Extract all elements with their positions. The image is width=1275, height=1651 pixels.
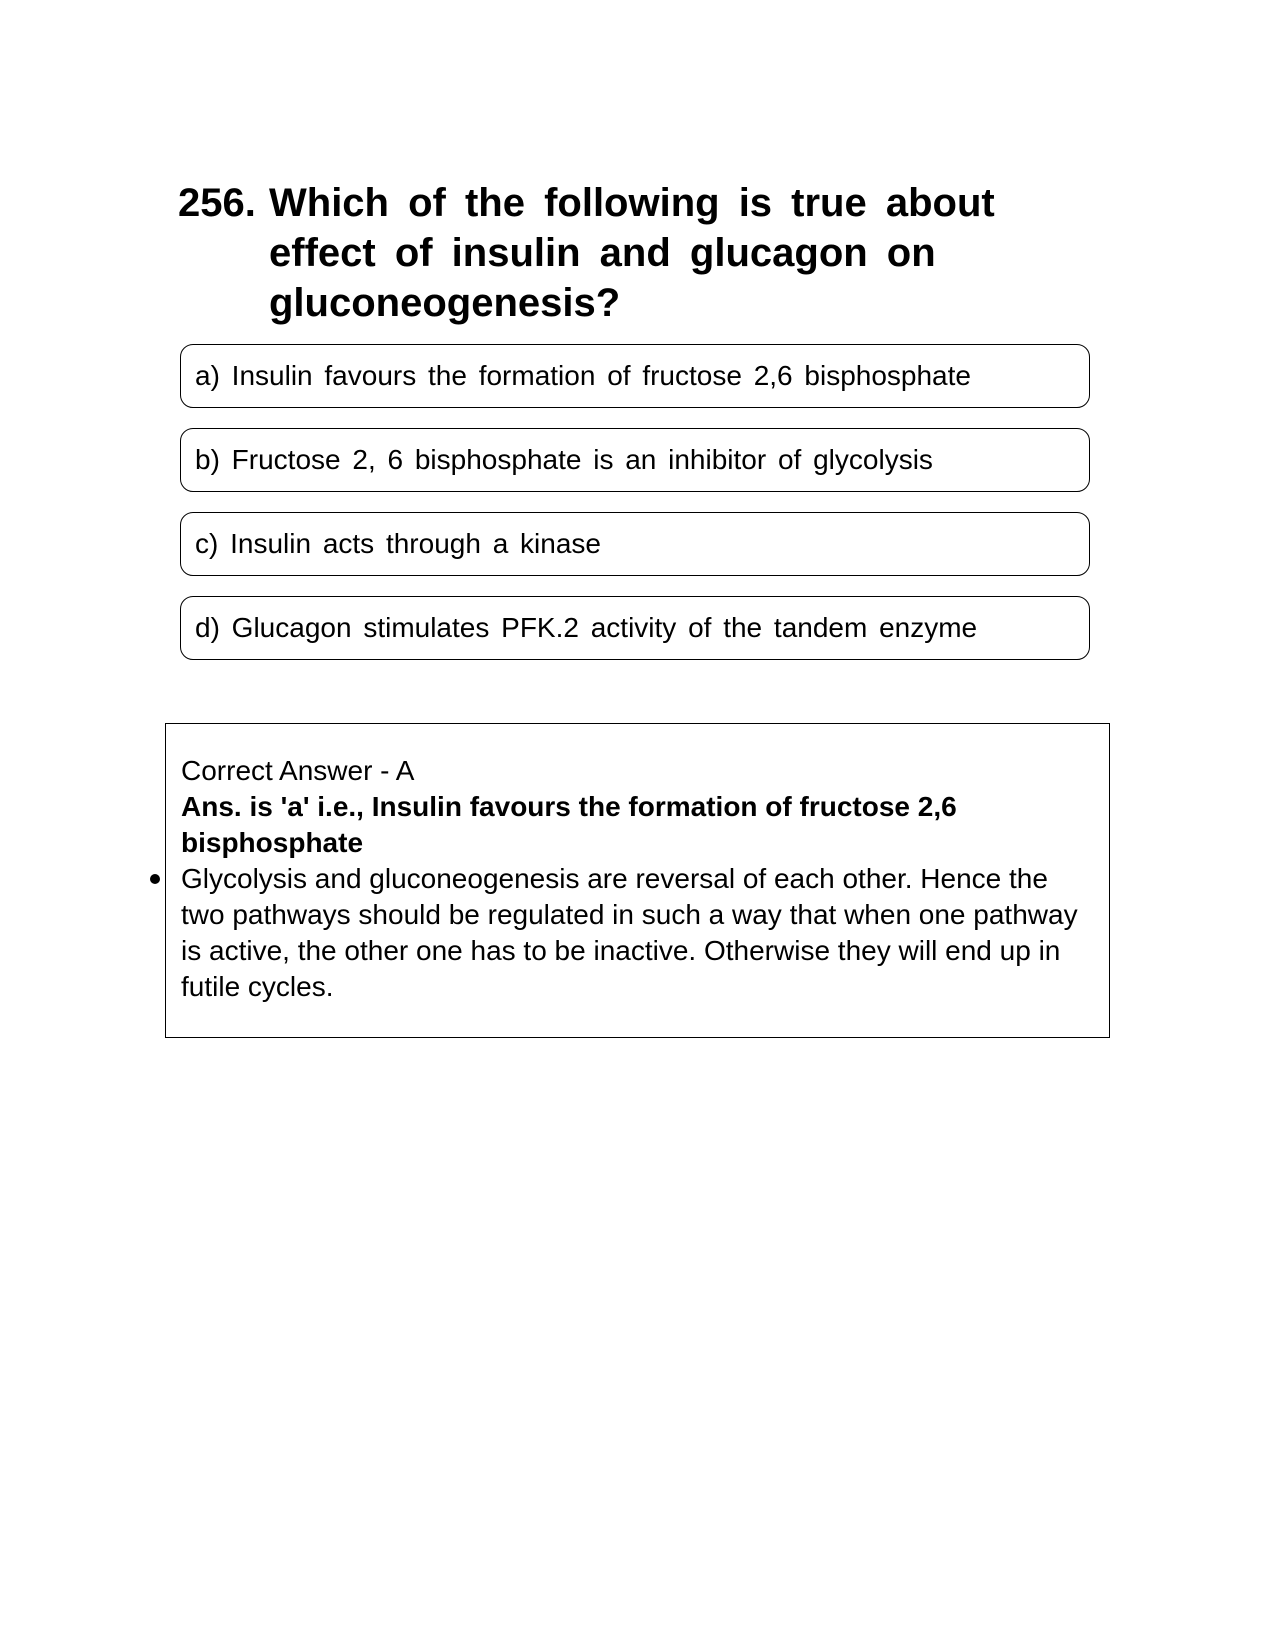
option-b[interactable]: b) Fructose 2, 6 bisphosphate is an inhibitor of glycolysis bbox=[180, 428, 1090, 492]
answer-explanation: Glycolysis and gluconeogenesis are reversal of each other. Hence the two pathways should be regulated in such a way that when one pathway is active, the other one has to be inactive. Otherwise they will end up in futile cycles. bbox=[181, 863, 1078, 1002]
question-text: Which of the following is true about effect of insulin and glucagon on gluconeogenesis? bbox=[269, 181, 995, 325]
option-a[interactable]: a) Insulin favours the formation of fructose 2,6 bisphosphate bbox=[180, 344, 1090, 408]
answer-summary: Ans. is 'a' i.e., Insulin favours the formation of fructose 2,6 bisphosphate bbox=[181, 791, 957, 858]
question-number: 256. bbox=[178, 181, 256, 225]
option-d[interactable]: d) Glucagon stimulates PFK.2 activity of the tandem enzyme bbox=[180, 596, 1090, 660]
option-c[interactable]: c) Insulin acts through a kinase bbox=[180, 512, 1090, 576]
bullet-icon bbox=[150, 874, 160, 884]
correct-answer: Correct Answer - A bbox=[181, 755, 415, 786]
answer-content bbox=[181, 753, 1091, 1005]
